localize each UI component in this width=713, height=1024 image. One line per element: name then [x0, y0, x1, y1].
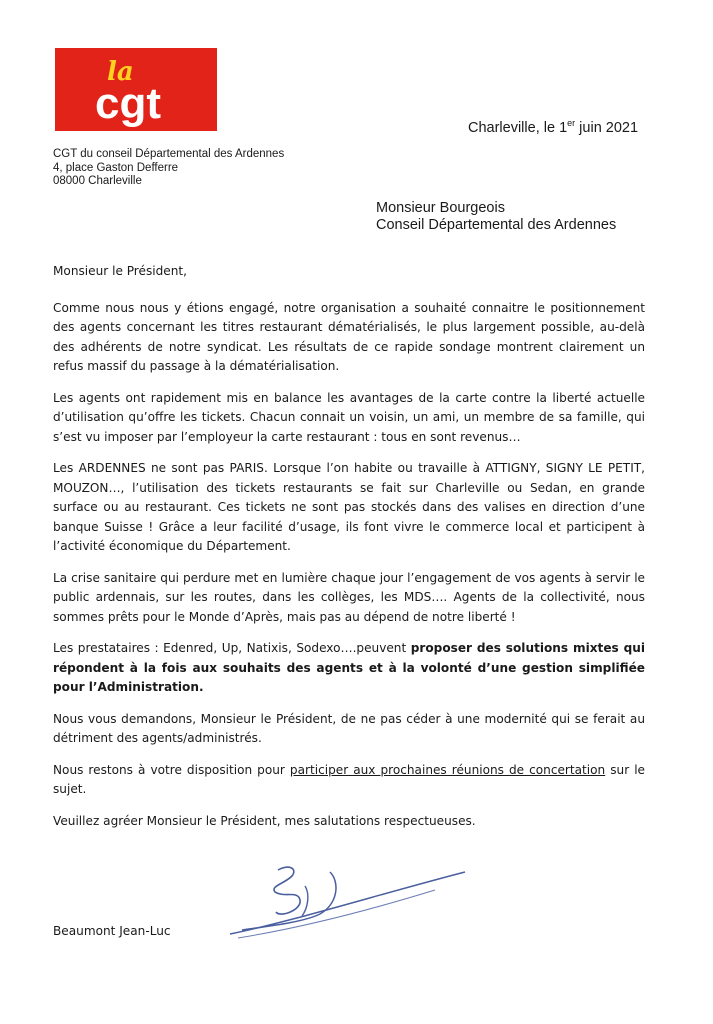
letter-body: [53, 262, 645, 843]
handwritten-signature: [180, 842, 470, 942]
sender-address: [53, 148, 284, 189]
providers-text: Les prestataires : Edenred, Up, Natixis, Sodexo….peuvent: [53, 641, 411, 655]
signer-name: Beaumont Jean-Luc: [53, 924, 171, 938]
sender-line: 4, place Gaston Defferre: [53, 161, 179, 174]
recipient-line: Monsieur Bourgeois: [376, 200, 505, 216]
salutation: Monsieur le Président,: [53, 264, 187, 278]
logo-la-text: la: [107, 57, 134, 87]
recipient-address: [376, 200, 616, 234]
providers-proposal: proposer des solutions mixtes qui répondent à la fois aux souhaits des agents et à la volonté d’une gestion simplifiée pour l’Administration.: [53, 641, 646, 694]
paragraph-providers: [53, 639, 645, 698]
availability-underlined: participer aux prochaines réunions de concertation: [289, 762, 606, 777]
date-prefix: Charleville, le 1: [468, 120, 568, 136]
sender-line: CGT du conseil Départemental des Ardennes: [53, 148, 285, 160]
closing-formula: Veuillez agréer Monsieur le Président, mes salutations respectueuses.: [53, 813, 476, 828]
paragraph-card-vs-tickets: Les agents ont rapidement mis en balance les avantages de la carte contre la liberté actuelle d’utilisation qu’offre les tickets. Chacun connait un voisin, un ami, un membre de sa famille, qui s’est vu imposer par l’employeur la carte restaurant : tous en sont revenus…: [53, 390, 645, 444]
letter-date: [468, 118, 638, 136]
paragraph-health-crisis: La crise sanitaire qui perdure met en lumière chaque jour l’engagement de vos agents à servir le public ardennais, sur les routes, dans les collèges, les MDS…. Agents de la collectivité, nous sommes prêts pour le Monde d’Après, mais pas au dépend de notre liberté !: [53, 570, 645, 624]
date-ordinal: er: [567, 118, 576, 128]
paragraph-request: Nous vous demandons, Monsieur le Président, de ne pas céder à une modernité qui se ferait au détriment des agents/administrés.: [53, 711, 645, 745]
availability-end: sur le sujet.: [53, 762, 646, 796]
availability-text: Nous restons à votre disposition pour: [53, 762, 290, 777]
recipient-line: Conseil Départemental des Ardennes: [376, 217, 617, 233]
paragraph-survey: Comme nous nous y étions engagé, notre organisation a souhaité connaitre le positionnement des agents concernant les titres restaurant dématérialisés, le plus largement possible, au-delà des adhérents de notre syndicat. Les résultats de ce rapide sondage montrent clairement un refus massif du passage à la dématérialisation.: [53, 300, 645, 373]
sender-line: 08000 Charleville: [53, 175, 142, 187]
paragraph-ardennes: Les ARDENNES ne sont pas PARIS. Lorsque l’on habite ou travaille à ATTIGNY, SIGNY LE PETIT, MOUZON…, l’utilisation des tickets restaurants se fait sur Charleville ou Sedan, en grande surface ou au restaurant. Ces tickets ne sont pas stockés dans des valises en direction d’une banque Suisse ! Grâce a leur facilité d’usage, ils font vivre le commerce local et participent à l’activité économique du Département.: [53, 461, 645, 553]
cgt-logo: [55, 48, 217, 131]
paragraph-availability: [53, 761, 645, 800]
cgt-logo-mark: [55, 48, 217, 131]
logo-cgt-text: cgt: [95, 79, 161, 128]
date-suffix: juin 2021: [575, 120, 639, 136]
